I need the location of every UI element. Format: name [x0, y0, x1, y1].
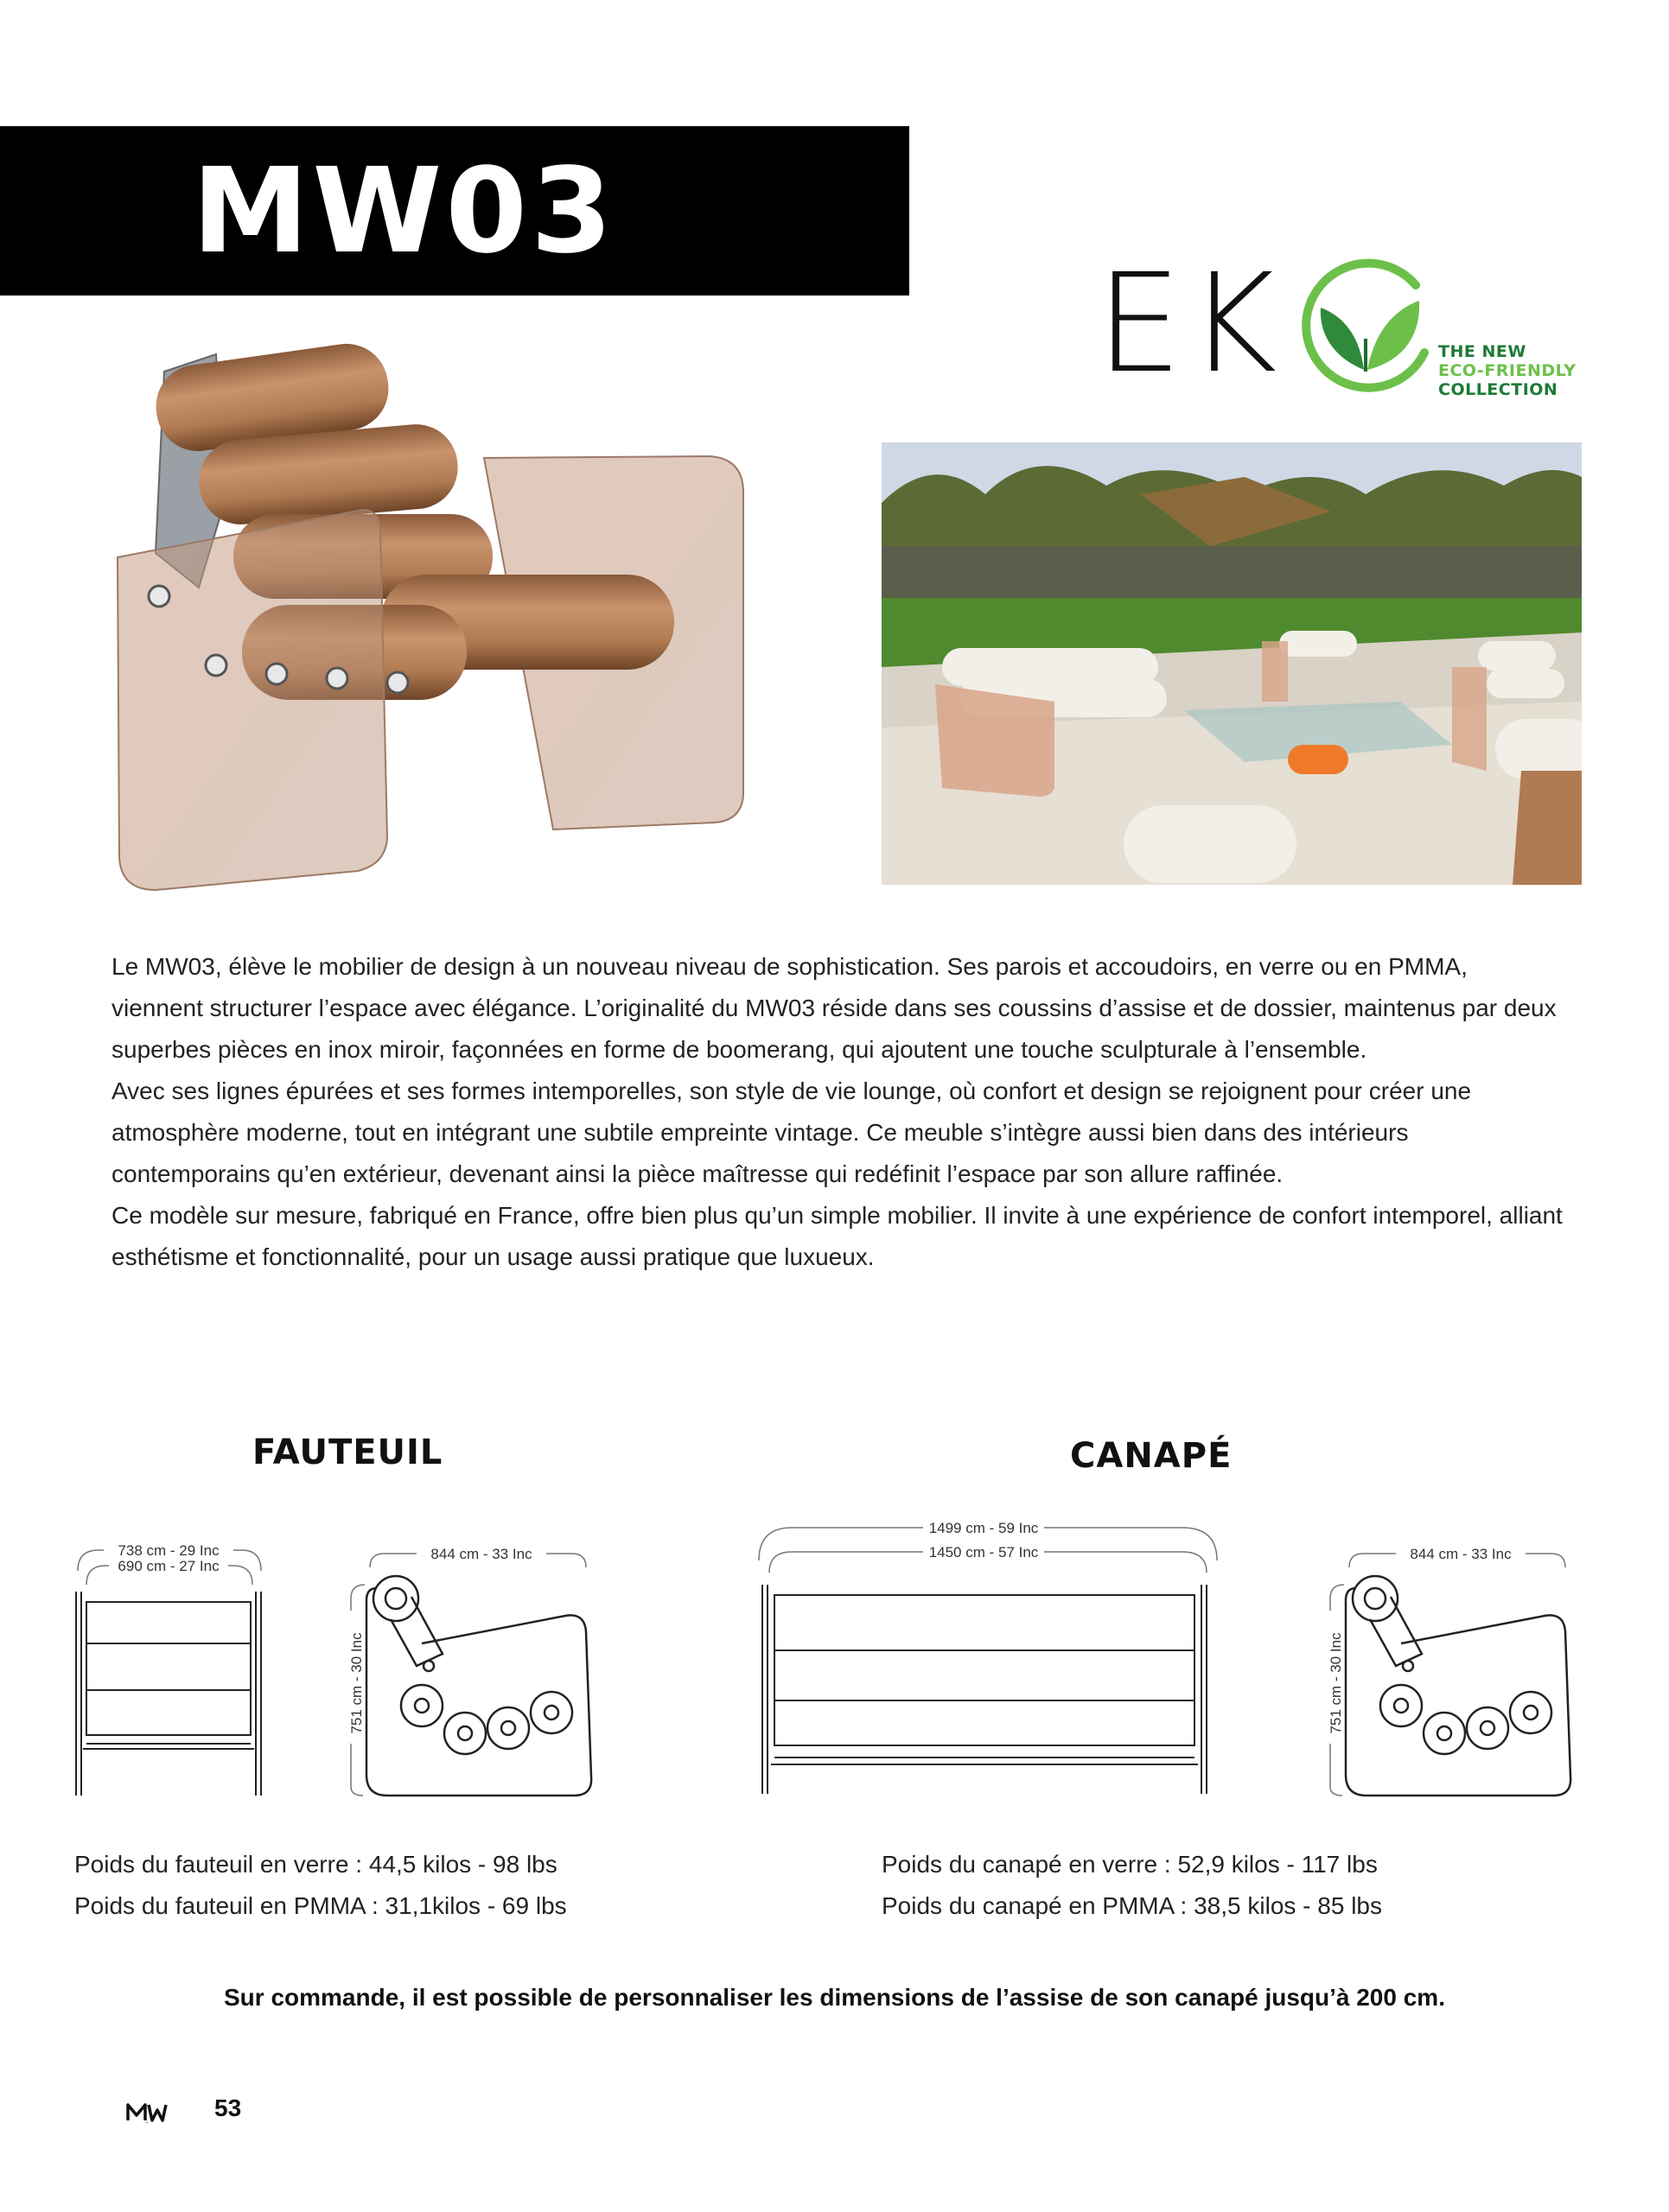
- fauteuil-side-drawing: [339, 1536, 607, 1813]
- canape-inner-width-label: 1450 cm - 57 Inc: [928, 1544, 1039, 1560]
- canape-outer-width-label: 1499 cm - 59 Inc: [928, 1520, 1039, 1536]
- eko-tagline-line-1: THE NEW: [1438, 342, 1526, 361]
- description-paragraph-3: Ce modèle sur mesure, fabriqué en France, offre bien plus qu’un simple mobilier. Il invite à une expérience de confort intemporel, alliant esthétisme et fonctionnalité, pour un usage aussi pratique que luxueux.: [111, 1202, 1563, 1270]
- fauteuil-front-drawing: [69, 1536, 277, 1813]
- fauteuil-depth-label: 844 cm - 33 Inc: [430, 1546, 532, 1562]
- description-paragraph-2: Avec ses lignes épurées et ses formes intemporelles, son style de vie lounge, où confort et design se rejoignent pour créer une atmosphère moderne, tout en intégrant une subtile empreinte vintage. Ce meuble s’intègre aussi bien dans des intérieurs contemporains qu’en extérieur, devenant ainsi la pièce maîtresse qui redéfinit l’espace par son allure raffinée.: [111, 1077, 1472, 1187]
- eko-tagline: [1438, 342, 1577, 399]
- canape-weights: [882, 1844, 1382, 1927]
- fauteuil-height-label: 751 cm - 30 Inc: [348, 1632, 365, 1734]
- eko-leaf-logo-icon: [1296, 256, 1435, 399]
- canape-height-label: 751 cm - 30 Inc: [1328, 1632, 1344, 1734]
- description: [111, 946, 1564, 1278]
- fauteuil-outer-width-label: 738 cm - 29 Inc: [118, 1542, 220, 1559]
- description-paragraph-1: Le MW03, élève le mobilier de design à un nouveau niveau de sophistication. Ses parois et accoudoirs, en verre ou en PMMA, viennent structurer l’espace avec élégance. L’originalité du MW03 réside dans ses coussins d’assise et de dossier, maintenus par deux superbes pièces en inox miroir, façonnées en forme de boomerang, qui ajoutent une touche sculpturale à l’ensemble.: [111, 953, 1557, 1063]
- fauteuil-title: FAUTEUIL: [252, 1433, 443, 1472]
- customization-note: Sur commande, il est possible de personnaliser les dimensions de l’assise de son canapé jusqu’à 200 cm.: [224, 1984, 1445, 2011]
- canape-depth-label: 844 cm - 33 Inc: [1410, 1546, 1512, 1562]
- fauteuil-weights: [74, 1844, 567, 1927]
- outdoor-scene-photo: [882, 442, 1582, 885]
- mw-brand-logo-icon: [126, 2100, 168, 2124]
- page-number: 53: [214, 2094, 242, 2121]
- canape-weight-glass: Poids du canapé en verre : 52,9 kilos - 117 lbs: [882, 1851, 1378, 1878]
- canape-side-drawing: [1318, 1536, 1586, 1813]
- fauteuil-weight-pmma: Poids du fauteuil en PMMA : 31,1kilos - 69 lbs: [74, 1892, 567, 1919]
- eko-logo-word: EK: [1096, 245, 1283, 404]
- fauteuil-weight-glass: Poids du fauteuil en verre : 44,5 kilos - 98 lbs: [74, 1851, 557, 1878]
- armchair-product-image: [104, 328, 778, 899]
- fauteuil-inner-width-label: 690 cm - 27 Inc: [118, 1558, 220, 1574]
- eko-tagline-line-3: COLLECTION: [1438, 380, 1558, 399]
- footer-brand-text: MW: [145, 2122, 149, 2124]
- page-title: MW03: [192, 143, 616, 280]
- canape-weight-pmma: Poids du canapé en PMMA : 38,5 kilos - 85 lbs: [882, 1892, 1382, 1919]
- canape-title: CANAPÉ: [1070, 1436, 1233, 1476]
- eko-tagline-line-2: ECO-FRIENDLY: [1438, 361, 1577, 380]
- canape-front-drawing: [750, 1509, 1234, 1811]
